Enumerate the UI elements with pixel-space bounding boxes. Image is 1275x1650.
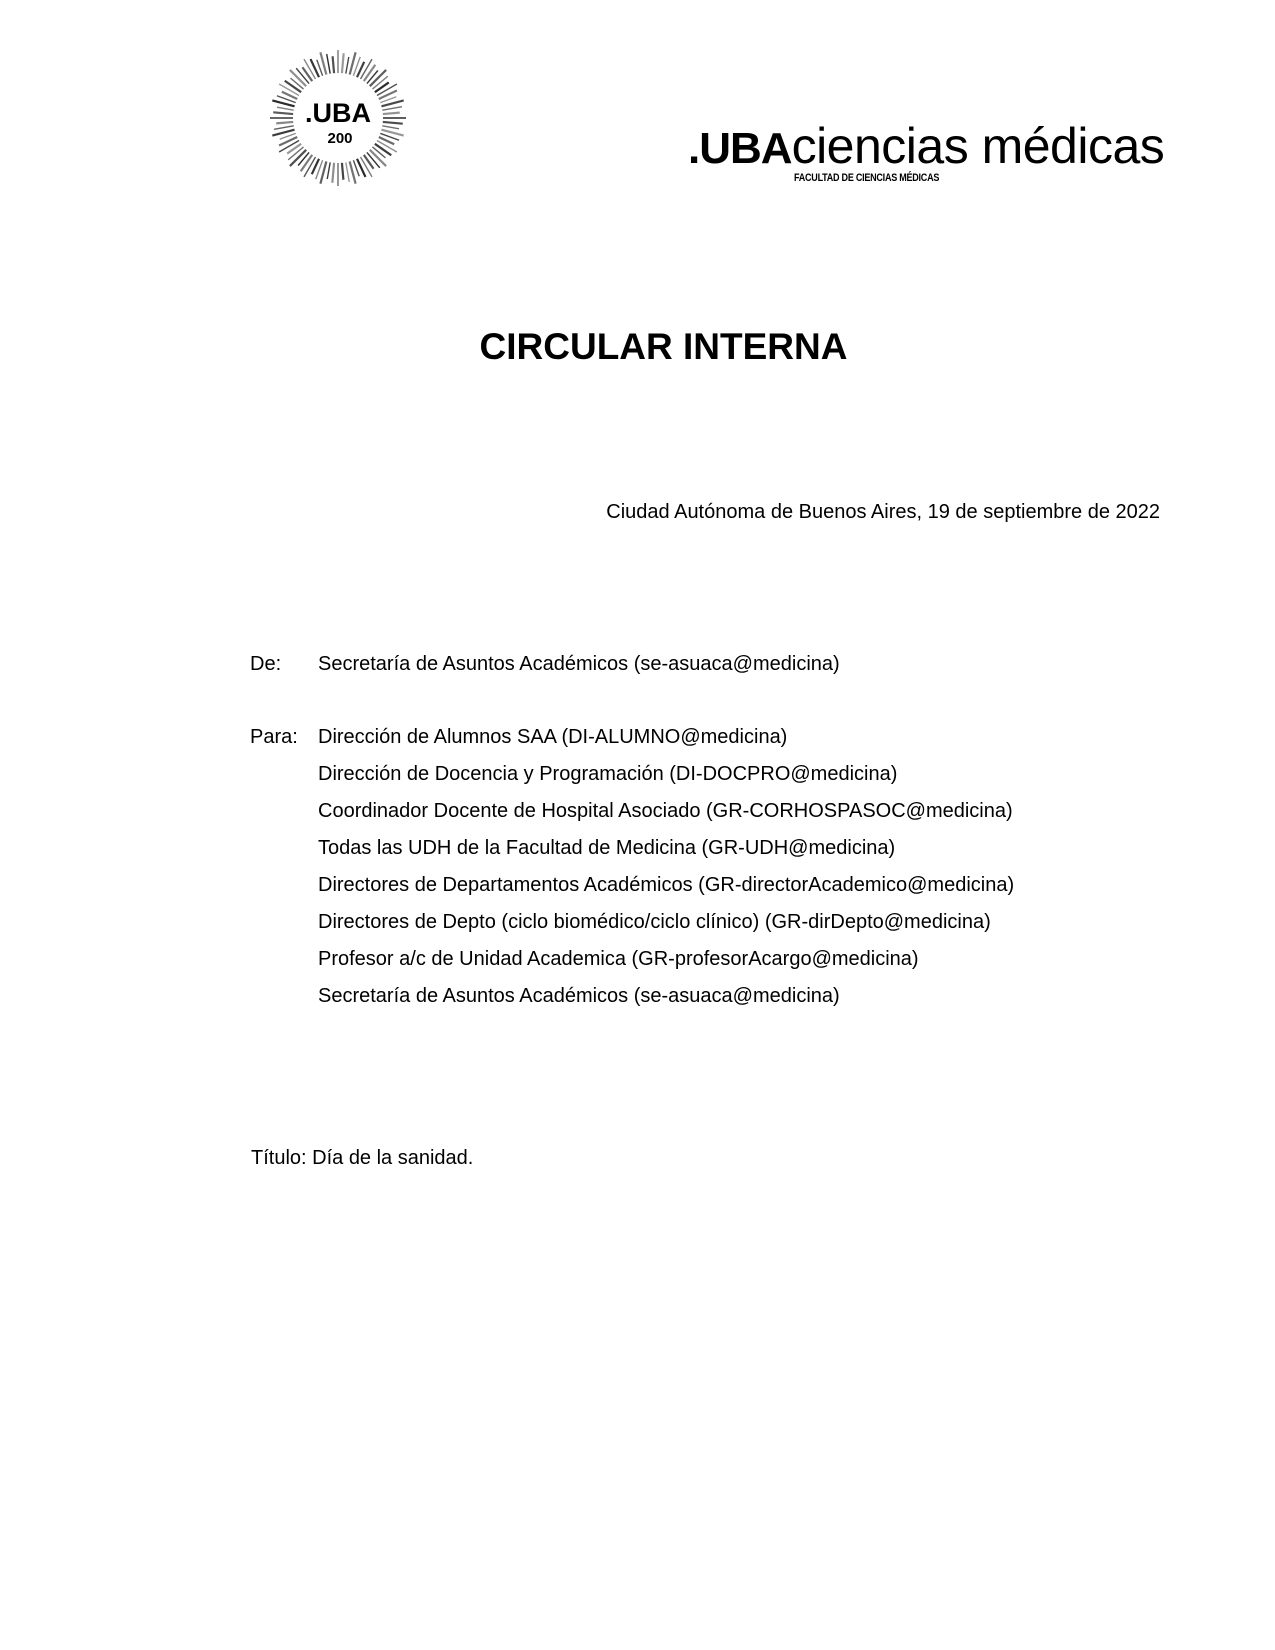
recipient-row xyxy=(0,873,1275,897)
brand-wordmark xyxy=(688,118,1164,177)
brand-subtitle: FACULTAD DE CIENCIAS MÉDICAS xyxy=(794,172,940,184)
to-row xyxy=(0,725,1275,749)
recipient: Coordinador Docente de Hospital Asociado (GR-CORHOSPASOC@medicina) xyxy=(318,800,1013,822)
from-label: De: xyxy=(250,653,282,675)
recipient: Dirección de Alumnos SAA (DI-ALUMNO@medicina) xyxy=(318,726,788,748)
brand-uba: .UBA xyxy=(688,124,792,173)
recipient-row xyxy=(0,984,1275,1008)
logo-200-text: 200 xyxy=(327,130,353,147)
subject-line: Título: Día de la sanidad. xyxy=(251,1147,474,1169)
uba-200-logo xyxy=(268,48,408,188)
document-title: CIRCULAR INTERNA xyxy=(479,326,848,367)
recipient: Secretaría de Asuntos Académicos (se-asuaca@medicina) xyxy=(318,985,840,1007)
recipient: Dirección de Docencia y Programación (DI-DOCPRO@medicina) xyxy=(318,763,898,785)
recipient: Directores de Depto (ciclo biomédico/ciclo clínico) (GR-dirDepto@medicina) xyxy=(318,911,991,933)
to-label: Para: xyxy=(250,726,298,748)
recipient-row xyxy=(0,910,1275,934)
recipient-row xyxy=(0,947,1275,971)
faculty-brand-logo xyxy=(688,118,1165,184)
brand-ciencias-medicas: ciencias médicas xyxy=(791,118,1165,174)
recipient: Directores de Departamentos Académicos (GR-directorAcademico@medicina) xyxy=(318,874,1015,896)
recipient: Profesor a/c de Unidad Academica (GR-profesorAcargo@medicina) xyxy=(318,948,919,970)
from-row xyxy=(0,652,1275,676)
recipient-row xyxy=(0,762,1275,786)
recipient-row xyxy=(0,799,1275,823)
recipient-row xyxy=(0,836,1275,860)
place-date: Ciudad Autónoma de Buenos Aires, 19 de septiembre de 2022 xyxy=(606,501,1160,523)
recipient: Todas las UDH de la Facultad de Medicina (GR-UDH@medicina) xyxy=(318,837,896,859)
sunburst-icon xyxy=(268,48,408,188)
logo-uba-text: .UBA xyxy=(305,98,371,128)
from-value: Secretaría de Asuntos Académicos (se-asuaca@medicina) xyxy=(318,653,840,675)
